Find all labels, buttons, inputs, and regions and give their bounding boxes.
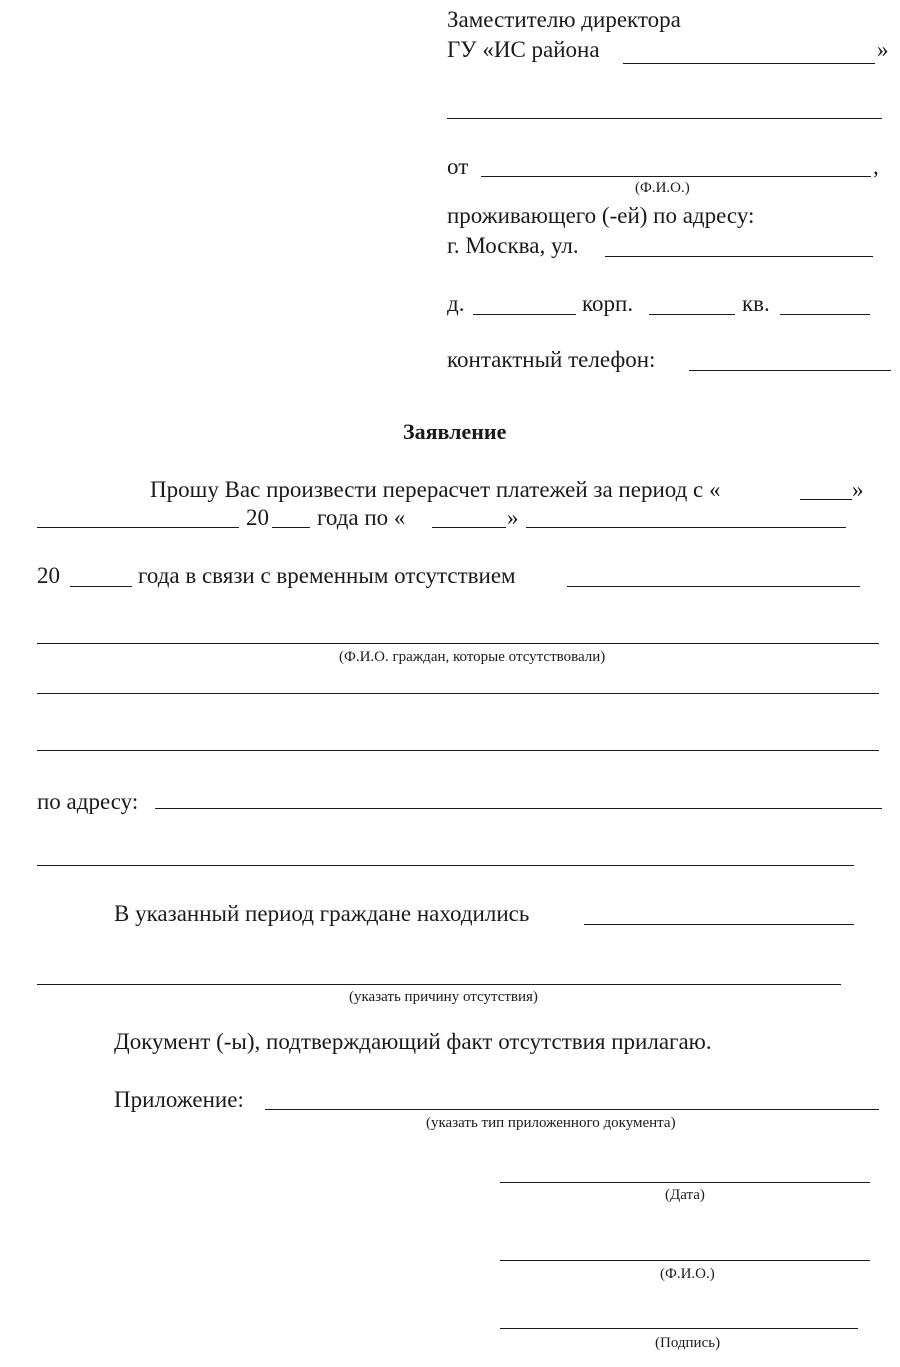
address-field[interactable] bbox=[155, 808, 882, 809]
phone-label: контактный телефон: bbox=[447, 347, 656, 372]
phone-field[interactable] bbox=[689, 370, 891, 371]
applicant-fio-field[interactable] bbox=[481, 176, 871, 177]
residing-label: проживающего (-ей) по адресу: bbox=[447, 203, 755, 228]
house-field[interactable] bbox=[473, 314, 576, 315]
signature-fio-caption: (Ф.И.О.) bbox=[660, 1266, 715, 1282]
from-comma: , bbox=[873, 154, 879, 179]
documents-text: Документ (-ы), подтверждающий факт отсутствия прилагаю. bbox=[114, 1029, 712, 1054]
building-field[interactable] bbox=[649, 314, 735, 315]
period-to-quote-close: » bbox=[507, 505, 519, 530]
apartment-label: кв. bbox=[742, 291, 770, 316]
street-field[interactable] bbox=[605, 256, 873, 257]
period-to-year-field[interactable] bbox=[70, 586, 132, 587]
reason-field[interactable] bbox=[37, 984, 841, 985]
building-label: корп. bbox=[582, 291, 634, 316]
period-from-month-field[interactable] bbox=[37, 527, 239, 528]
period-to-month-field[interactable] bbox=[526, 527, 846, 528]
absent-citizens-field-2[interactable] bbox=[37, 693, 879, 694]
reason-caption: (указать причину отсутствия) bbox=[349, 989, 538, 1005]
date-caption: (Дата) bbox=[665, 1187, 705, 1203]
absence-text: года в связи с временным отсутствием bbox=[138, 563, 516, 588]
absent-citizens-field[interactable] bbox=[37, 643, 879, 644]
request-quote-close: » bbox=[852, 477, 864, 502]
addressee-line-2: ГУ «ИС района bbox=[447, 37, 600, 62]
attachment-caption: (указать тип приложенного документа) bbox=[426, 1115, 676, 1131]
addressee-quote-close: » bbox=[877, 37, 889, 62]
date-field[interactable] bbox=[500, 1182, 870, 1183]
absent-citizens-field-3[interactable] bbox=[37, 750, 879, 751]
location-text: В указанный период граждане находились bbox=[114, 901, 530, 926]
from-label: от bbox=[447, 154, 469, 179]
period-from-year-field[interactable] bbox=[272, 527, 310, 528]
attachment-field[interactable] bbox=[265, 1109, 879, 1110]
address-label: по адресу: bbox=[37, 789, 139, 814]
apartment-field[interactable] bbox=[780, 314, 870, 315]
district-name-field[interactable] bbox=[623, 63, 875, 64]
address-field-2[interactable] bbox=[37, 865, 854, 866]
absent-citizens-caption: (Ф.И.О. граждан, которые отсутствовали) bbox=[339, 649, 606, 665]
signature-field[interactable] bbox=[500, 1328, 858, 1329]
period-to-year-prefix: 20 bbox=[37, 563, 60, 588]
period-from-year-prefix: 20 bbox=[246, 505, 269, 530]
addressee-line-1: Заместителю директора bbox=[447, 7, 681, 32]
attachment-label: Приложение: bbox=[114, 1087, 244, 1112]
period-to-text: года по « bbox=[317, 505, 406, 530]
period-to-day-field[interactable] bbox=[432, 527, 506, 528]
request-text: Прошу Вас произвести перерасчет платежей за период с « bbox=[150, 477, 721, 502]
signature-fio-field[interactable] bbox=[500, 1260, 870, 1261]
signature-caption: (Подпись) bbox=[655, 1335, 721, 1351]
location-field[interactable] bbox=[584, 924, 854, 925]
house-label: д. bbox=[447, 291, 465, 316]
period-from-day-field[interactable] bbox=[800, 499, 852, 500]
absence-field-1[interactable] bbox=[567, 586, 860, 587]
addressee-extra-field[interactable] bbox=[447, 118, 882, 119]
city-street-label: г. Москва, ул. bbox=[447, 233, 579, 258]
document-title: Заявление bbox=[403, 419, 507, 444]
applicant-fio-caption: (Ф.И.О.) bbox=[635, 180, 690, 196]
